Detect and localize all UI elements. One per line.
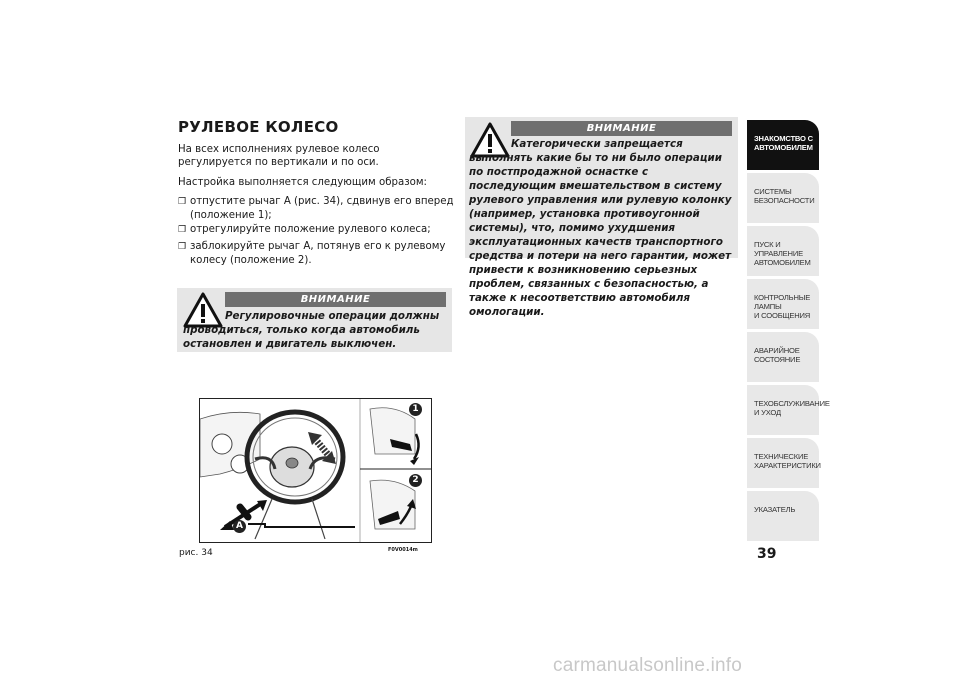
chapter-tab[interactable]: ТЕХОБСЛУЖИВАНИЕ И УХОД (747, 385, 819, 435)
callout-2: 2 (409, 474, 422, 487)
callout-1: 1 (409, 403, 422, 416)
checkbox-bullet-icon: ❒ (178, 197, 187, 207)
procedure-heading: Настройка выполняется следующим образом: (178, 177, 427, 188)
figure-caption: рис. 34 (179, 548, 213, 558)
warning-text: Категорически запрещается выполнять какие бы то ни было операции по постпродажной оснастке с последующим вмешательством в систему рулевого управления или рулевую колонку (например, установка противоугонной системы), что, помимо ухудшения эксплуатационных качеств транспортного средства и потери на него гарантии, может привести к возникновению серьезных проблем, связанных с безопасностью, а также к несоответствию автомобиля омологации. (469, 138, 732, 318)
checkbox-bullet-icon: ❒ (178, 242, 187, 252)
page-number: 39 (757, 546, 777, 562)
chapter-tab[interactable]: АВАРИЙНОЕ СОСТОЯНИЕ (747, 332, 819, 382)
warning-text: Регулировочные операции должны проводиться, только когда автомобиль остановлен и двигатель выключен. (183, 310, 440, 350)
section-title: РУЛЕВОЕ КОЛЕСО (178, 118, 339, 136)
warning-heading: ВНИМАНИЕ (225, 292, 446, 307)
intro-paragraph: На всех исполнениях рулевое колесо регулируется по вертикали и по оси. (178, 144, 380, 168)
step-item: ❒ отрегулируйте положение рулевого колеса; (178, 224, 431, 235)
checkbox-bullet-icon: ❒ (178, 225, 187, 235)
watermark: carmanualsonline.info (553, 655, 743, 676)
warning-box-right (465, 117, 738, 318)
step-item: ❒ заблокируйте рычаг А, потянув его к рулевому колесу (положение 2). (178, 241, 446, 266)
warning-box-left (177, 288, 452, 352)
steering-adjustment-figure (199, 398, 432, 543)
chapter-tab[interactable]: КОНТРОЛЬНЫЕ ЛАМПЫ И СООБЩЕНИЯ (747, 279, 819, 329)
callout-a: A (233, 520, 246, 533)
chapter-tab[interactable]: ТЕХНИЧЕСКИЕ ХАРАКТЕРИСТИКИ (747, 438, 819, 488)
chapter-tab[interactable]: СИСТЕМЫ БЕЗОПАСНОСТИ (747, 173, 819, 223)
figure-code: F0V0014m (388, 547, 418, 553)
chapter-tab[interactable]: УКАЗАТЕЛЬ (747, 491, 819, 541)
step-item: ❒ отпустите рычаг А (рис. 34), сдвинув его вперед (положение 1); (178, 196, 454, 221)
chapter-tab[interactable]: ЗНАКОМСТВО С АВТОМОБИЛЕМ (747, 120, 819, 170)
chapter-tab[interactable]: ПУСК И УПРАВЛЕНИЕ АВТОМОБИЛЕМ (747, 226, 819, 276)
warning-heading: ВНИМАНИЕ (511, 121, 732, 136)
